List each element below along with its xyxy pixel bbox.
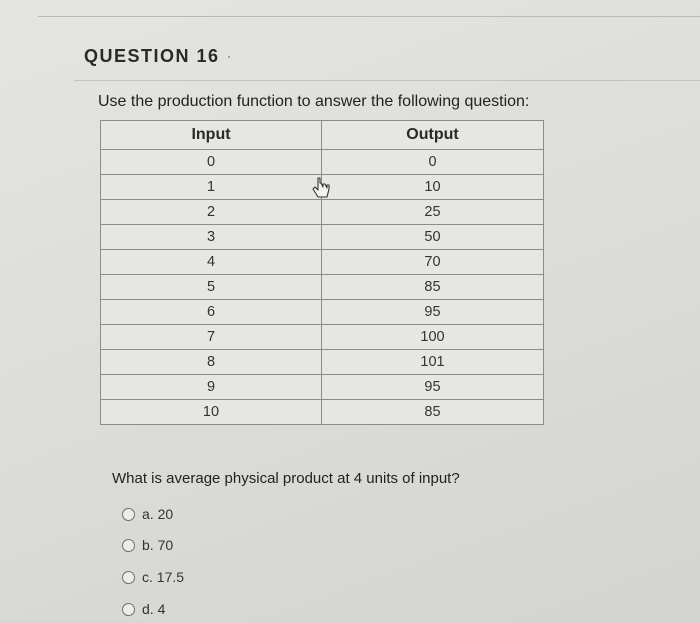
radio-unselected-icon[interactable]: [122, 508, 135, 521]
sub-question-text: What is average physical product at 4 units of input?: [112, 470, 460, 487]
option-d[interactable]: [122, 601, 165, 617]
input-cell: 1: [101, 175, 322, 200]
input-cell: 4: [101, 250, 322, 275]
question-title-dot: ·: [226, 46, 234, 66]
table-row: [101, 200, 544, 225]
radio-unselected-icon[interactable]: [122, 539, 135, 552]
input-cell: 6: [101, 300, 322, 325]
table-row: [101, 375, 544, 400]
output-cell: 95: [322, 375, 544, 400]
option-label: b. 70: [142, 537, 174, 553]
top-divider: [38, 16, 700, 17]
table-row: [101, 350, 544, 375]
output-cell: 25: [322, 200, 544, 225]
input-cell: 7: [101, 325, 322, 350]
header-output: Output: [322, 121, 544, 150]
table-row: [101, 325, 544, 350]
output-cell: 101: [322, 350, 544, 375]
output-cell: 70: [322, 250, 544, 275]
input-cell: 3: [101, 225, 322, 250]
input-cell: 2: [101, 200, 322, 225]
option-label: d. 4: [142, 601, 166, 617]
option-label: c. 17.5: [142, 569, 185, 585]
output-cell: 85: [322, 400, 544, 425]
table-row: [101, 225, 544, 250]
question-prompt: Use the production function to answer the following question:: [98, 93, 530, 110]
production-table: [100, 120, 544, 425]
input-cell: 9: [101, 375, 322, 400]
question-title: [84, 46, 234, 67]
option-a[interactable]: [122, 506, 173, 522]
output-cell: 85: [322, 275, 544, 300]
output-cell: 100: [322, 325, 544, 350]
output-cell: 95: [322, 300, 544, 325]
table-row: [101, 275, 544, 300]
mouse-cursor-icon: [312, 176, 334, 200]
radio-unselected-icon[interactable]: [122, 603, 135, 616]
table-row: [101, 300, 544, 325]
option-label: a. 20: [142, 506, 174, 522]
table-row: [101, 400, 544, 425]
title-divider: [74, 80, 700, 81]
input-cell: 10: [101, 400, 322, 425]
table-row: [101, 150, 544, 175]
output-cell: 10: [322, 175, 544, 200]
question-title-text: QUESTION 16: [84, 46, 220, 66]
option-c[interactable]: [122, 569, 184, 585]
header-input: Input: [101, 121, 322, 150]
output-cell: 50: [322, 225, 544, 250]
output-cell: 0: [322, 150, 544, 175]
table-row: [101, 250, 544, 275]
input-cell: 5: [101, 275, 322, 300]
input-cell: 8: [101, 350, 322, 375]
radio-unselected-icon[interactable]: [122, 571, 135, 584]
table-header-row: [101, 121, 544, 150]
option-b[interactable]: [122, 537, 173, 553]
input-cell: 0: [101, 150, 322, 175]
